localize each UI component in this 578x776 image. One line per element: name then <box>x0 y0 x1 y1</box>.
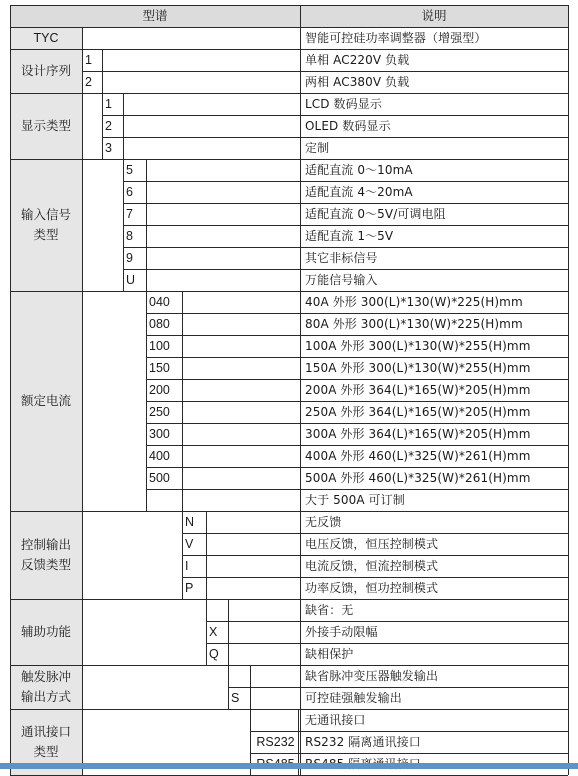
rule <box>10 5 11 775</box>
group-label <box>10 599 82 665</box>
header-description: 说明 <box>421 7 447 23</box>
description-cell: LCD 数码显示 <box>305 97 382 111</box>
rule <box>206 511 207 599</box>
group-label-line: 输出方式 <box>20 689 71 704</box>
group-label-line: 类型 <box>33 744 59 759</box>
rule <box>250 665 251 709</box>
description-cell: RS232 隔离通讯接口 <box>305 735 421 749</box>
description-cell: 功率反馈，恒功控制模式 <box>305 581 439 595</box>
group-label <box>10 159 82 291</box>
group-label-line: 触发脉冲 <box>20 669 71 684</box>
group-label-line: 通讯接口 <box>20 724 71 739</box>
group-label-line: 辅助功能 <box>20 624 71 639</box>
group-label <box>10 291 82 511</box>
rule <box>102 49 103 93</box>
group-label-line: 控制输出 <box>20 537 71 552</box>
group-label-line: 输入信号 <box>20 207 71 222</box>
code-cell: P <box>185 580 194 595</box>
code-cell: 040 <box>149 294 170 309</box>
rule <box>182 511 183 599</box>
description-cell: 电压反馈，恒压控制模式 <box>305 537 439 551</box>
code-cell: Q <box>209 646 219 661</box>
rule <box>102 93 103 159</box>
description-cell: 外接手动限幅 <box>305 625 378 639</box>
window-bottom-bar <box>0 763 578 769</box>
rule <box>146 159 147 291</box>
description-cell: 300A 外形 364(L)*165(W)*205(H)mm <box>305 427 531 441</box>
code-cell: U <box>126 272 136 287</box>
code-cell: 250 <box>149 404 170 419</box>
rule <box>568 5 569 775</box>
description-cell: 150A 外形 300(L)*130(W)*255(H)mm <box>305 361 531 375</box>
group-label-line: 类型 <box>33 227 59 242</box>
rule <box>182 291 183 511</box>
rule <box>123 159 124 291</box>
group-label <box>10 93 82 159</box>
rule <box>228 665 229 709</box>
description-cell: 100A 外形 300(L)*130(W)*255(H)mm <box>305 339 531 353</box>
code-cell: S <box>231 690 240 705</box>
code-cell: V <box>185 536 194 551</box>
description-cell: OLED 数码显示 <box>305 119 391 133</box>
code-cell: 5 <box>126 162 133 177</box>
description-cell: 适配直流 1～5V <box>305 229 394 243</box>
rule <box>300 5 301 775</box>
code-cell: 2 <box>105 118 112 133</box>
code-cell: I <box>185 558 189 573</box>
code-cell: 6 <box>126 184 133 199</box>
header-model: 型谱 <box>142 7 168 23</box>
rule <box>82 27 83 775</box>
description-cell: 大于 500A 可订制 <box>305 493 405 507</box>
description-cell: 单相 AC220V 负载 <box>305 53 410 67</box>
code-cell: 1 <box>85 52 92 67</box>
description-cell: 500A 外形 460(L)*325(W)*261(H)mm <box>305 471 531 485</box>
prefix-description: 智能可控硅功率调整器（增强型） <box>305 31 487 45</box>
code-cell: 7 <box>126 206 133 221</box>
code-cell: 2 <box>85 74 92 89</box>
description-cell: 40A 外形 300(L)*130(W)*225(H)mm <box>305 295 523 309</box>
rule <box>228 599 229 665</box>
description-cell: 两相 AC380V 负载 <box>305 75 410 89</box>
description-cell: 万能信号输入 <box>305 273 378 287</box>
group-label <box>10 665 82 709</box>
description-cell: 250A 外形 364(L)*165(W)*205(H)mm <box>305 405 531 419</box>
description-cell: 缺省脉冲变压器触发输出 <box>305 669 439 683</box>
code-cell: X <box>209 624 218 639</box>
description-cell: 适配直流 0～10mA <box>305 163 413 177</box>
description-cell: 200A 外形 364(L)*165(W)*205(H)mm <box>305 383 531 397</box>
prefix-code: TYC <box>33 30 59 45</box>
code-cell: 1 <box>105 96 112 111</box>
rule <box>10 27 568 28</box>
description-cell: 可控硅强触发输出 <box>305 691 402 705</box>
code-cell: 300 <box>149 426 170 441</box>
code-cell: 9 <box>126 250 133 265</box>
description-cell: 80A 外形 300(L)*130(W)*225(H)mm <box>305 317 523 331</box>
group-label-line: 设计序列 <box>20 63 71 78</box>
description-cell: 定制 <box>305 141 330 155</box>
description-cell: 缺相保护 <box>305 647 354 661</box>
description-cell: 其它非标信号 <box>305 251 378 265</box>
code-cell: 150 <box>149 360 170 375</box>
code-cell: 080 <box>149 316 170 331</box>
code-cell: 500 <box>149 470 170 485</box>
code-cell: 100 <box>149 338 170 353</box>
description-cell: 缺省：无 <box>305 603 354 617</box>
code-cell: 8 <box>126 228 133 243</box>
code-cell: N <box>185 514 195 529</box>
group-label-line: 反馈类型 <box>20 557 71 572</box>
group-label-line: 显示类型 <box>20 118 71 133</box>
description-cell: 适配直流 0～5V/可调电阻 <box>305 207 446 221</box>
group-label <box>10 511 82 599</box>
code-cell: RS232 <box>256 734 295 749</box>
rule <box>146 291 147 511</box>
description-cell: 无反馈 <box>305 515 342 529</box>
rule <box>123 93 124 159</box>
description-cell: 无通讯接口 <box>305 713 366 727</box>
code-cell: 400 <box>149 448 170 463</box>
group-label-line: 额定电流 <box>20 393 71 408</box>
code-cell: 200 <box>149 382 170 397</box>
rule <box>10 5 568 6</box>
description-cell: 适配直流 4～20mA <box>305 185 413 199</box>
description-cell: 400A 外形 460(L)*325(W)*261(H)mm <box>305 449 531 463</box>
code-cell: 3 <box>105 140 112 155</box>
group-label <box>10 49 82 93</box>
rule <box>206 599 207 665</box>
description-cell: 电流反馈，恒流控制模式 <box>305 559 439 573</box>
